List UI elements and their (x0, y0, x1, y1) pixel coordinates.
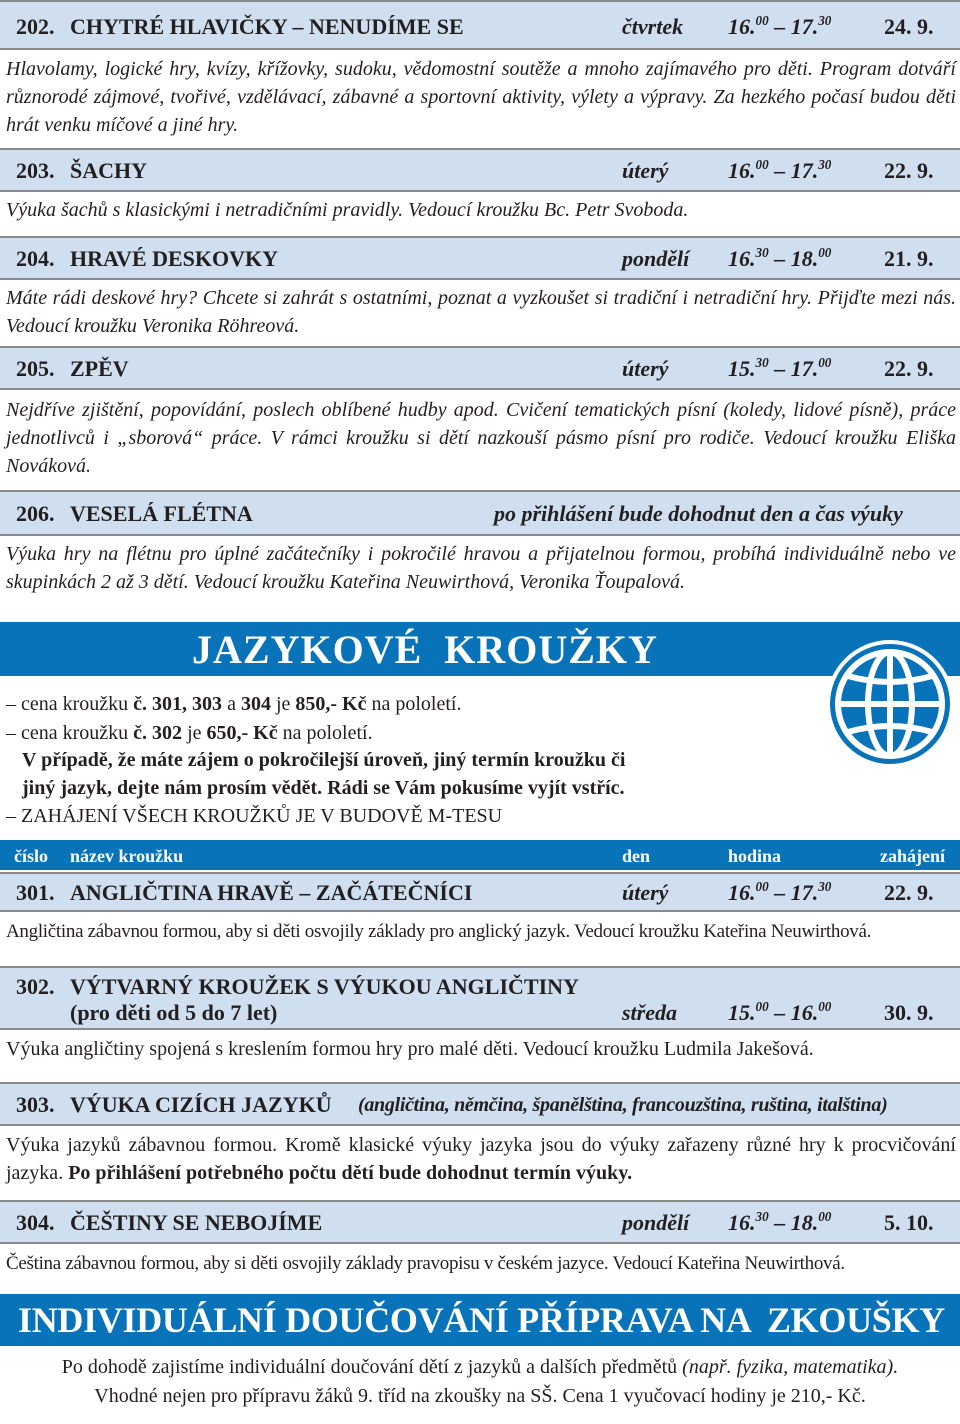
course-description: Nejdříve zjištění, popovídání, poslech oblíbené hudby apod. Cvičení tematických písní (koledy, lidové písně), práce jednotlivců i „sborová“ práce. V rámci kroužku si dětí nazkouší pásmo písní pro rodiče. Vedoucí kroužku Eliška Nováková. (6, 399, 956, 477)
tutoring-line-2: Vhodné nejen pro přípravu žáků 9. tříd na zkoušky na SŠ. Cena 1 vyučovací hodiny je 210,- Kč. (94, 1385, 866, 1407)
course-day: úterý (622, 880, 669, 905)
course-time: 16.00 – 17.30 (728, 13, 832, 39)
course-title: ANGLIČTINA HRAVĚ – ZAČÁTEČNÍCI (70, 880, 473, 905)
course-start: 22. 9. (884, 158, 934, 183)
course-description: Máte rádi deskové hry? Chcete si zahrát s ostatními, poznat a vyzkoušet si tradiční i netradiční hry. Přijďte mezi nás. Vedoucí kroužku Veronika Röhreová. (6, 287, 956, 337)
course-description: Angličtina zábavnou formou, aby si děti osvojily základy pro anglický jazyk. Vedoucí kroužku Kateřina Neuwirthová. (6, 921, 872, 942)
price-line-2: – cena kroužku č. 302 je 650,- Kč na pololetí. (6, 722, 373, 744)
course-description: Čeština zábavnou formou, aby si děti osvojily základy pravopisu v českém jazyce. Vedoucí Kateřina Neuwirthová. (6, 1253, 845, 1274)
tutoring-line-1: Po dohodě zajistíme individuální doučování dětí z jazyků a dalších předmětů (např. fyzika, matematika). (61, 1356, 899, 1378)
course-title: VESELÁ FLÉTNA (70, 501, 253, 526)
course-number: 203. (16, 158, 55, 183)
course-number: 301. (16, 880, 55, 905)
course-day: úterý (622, 158, 669, 183)
course-start: 30. 9. (884, 1000, 934, 1025)
course-description: Výuka šachů s klasickými i netradičními pravidly. Vedoucí kroužku Bc. Petr Svoboda. (6, 199, 689, 221)
course-day: čtvrtek (622, 14, 684, 39)
advanced-notice-2: jiný jazyk, dejte nám prosím vědět. Rádi se Vám pokusíme vyjít vstříc. (22, 777, 625, 799)
tutoring-title: INDIVIDUÁLNÍ DOUČOVÁNÍ PŘÍPRAVA NA ZKOUŠKY (18, 1300, 945, 1340)
course-title: ŠACHY (70, 158, 148, 183)
course-start: 22. 9. (884, 356, 934, 381)
course-subtitle: (pro děti od 5 do 7 let) (70, 1000, 278, 1025)
course-title: VÝUKA CIZÍCH JAZYKŮ (70, 1092, 332, 1117)
course-description: Hlavolamy, logické hry, kvízy, křížovky, sudoku, vědomostní soutěže a mnoho zajímavého pro děti. Program dotváří různorodé zájmové, tvořivé, vzdělávací, zábavné a sportovní aktivity, výlety a výpravy. Za hezkého počasí budou děti hrát venku míčové a jiné hry. (6, 58, 956, 136)
course-languages: (angličtina, němčina, španělština, francouzština, ruština, italština) (358, 1094, 888, 1116)
course-time: 16.30 – 18.00 (728, 1209, 832, 1235)
course-title: ČEŠTINY SE NEBOJÍME (70, 1210, 323, 1235)
col-start: zahájení (880, 846, 945, 866)
course-time: 15.00 – 16.00 (728, 999, 832, 1025)
language-section-title: JAZYKOVÉ KROUŽKY (192, 627, 658, 672)
course-description: Výuka jazyků zábavnou formou. Kromě klasické výuky jazyka jsou do výuky zařazeny různé hry k procvičování jazyka. Po přihlášení potřebného počtu dětí bude dohodnut termín výuky. (6, 1134, 956, 1184)
start-location-note: – ZAHÁJENÍ VŠECH KROUŽKŮ JE V BUDOVĚ M-TESU (6, 805, 503, 827)
course-start: 5. 10. (884, 1210, 934, 1235)
course-title: CHYTRÉ HLAVIČKY – NENUDÍME SE (70, 14, 464, 39)
course-start: 21. 9. (884, 246, 934, 271)
advanced-notice-1: V případě, že máte zájem o pokročilejší úroveň, jiný termín kroužku či (22, 749, 626, 771)
course-number: 302. (16, 974, 55, 999)
course-title: VÝTVARNÝ KROUŽEK S VÝUKOU ANGLIČTINY (70, 974, 579, 999)
course-title: ZPĚV (70, 356, 129, 381)
course-start: 24. 9. (884, 14, 934, 39)
course-number: 202. (16, 14, 55, 39)
globe-icon (826, 640, 954, 768)
col-hour: hodina (728, 846, 782, 866)
course-day: pondělí (622, 246, 690, 271)
price-line-1: – cena kroužku č. 301, 303 a 304 je 850,- Kč na pololetí. (6, 693, 462, 715)
course-day: úterý (622, 356, 669, 381)
course-description: Výuka hry na flétnu pro úplné začátečníky i pokročilé hravou a přijatelnou formou, probíhá individuálně nebo ve skupinkách 2 až 3 dětí. Vedoucí kroužku Kateřina Neuwirthová, Veronika Ťoupalová. (6, 543, 956, 593)
course-number: 204. (16, 246, 55, 271)
course-time: 16.00 – 17.30 (728, 879, 832, 905)
course-day: pondělí (622, 1210, 690, 1235)
course-number: 304. (16, 1210, 55, 1235)
course-time: 16.30 – 18.00 (728, 245, 832, 271)
course-day: středa (622, 1000, 677, 1025)
course-time: 16.00 – 17.30 (728, 157, 832, 183)
course-time: 15.30 – 17.00 (728, 355, 832, 381)
col-day: den (622, 846, 651, 866)
course-number: 206. (16, 501, 55, 526)
col-name: název kroužku (70, 846, 184, 866)
course-start: 22. 9. (884, 880, 934, 905)
course-note: po přihlášení bude dohodnut den a čas výuky (494, 501, 903, 526)
course-description: Výuka angličtiny spojená s kreslením formou hry pro malé děti. Vedoucí kroužku Ludmila Jakešová. (6, 1038, 814, 1060)
course-number: 303. (16, 1092, 55, 1117)
course-title: HRAVÉ DESKOVKY (70, 246, 279, 271)
table-header (0, 840, 960, 870)
col-number: číslo (14, 846, 48, 866)
course-number: 205. (16, 356, 55, 381)
